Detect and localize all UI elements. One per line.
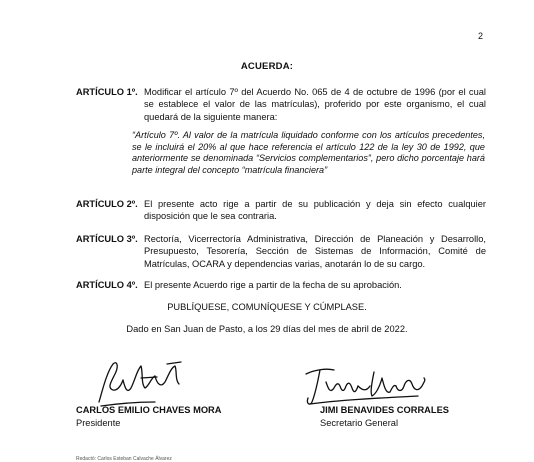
resolution-heading: ACUERDA: xyxy=(240,61,294,72)
article-2-label: ARTÍCULO 2º. xyxy=(76,199,138,209)
signatory-name: CARLOS EMILIO CHAVES MORA xyxy=(76,405,222,415)
article-3-label: ARTÍCULO 3º. xyxy=(76,234,138,244)
article-1-quote: “Artículo 7º. Al valor de la matrícula liquidado conforme con los artículos precedentes, se le incluirá el 20% al que hace referencia el artículo 122 de la ley 30 de 1992, que anteriormente se denominada “Servicios complementarios”, pero dicho porcentaje hará parte integral del concepto “matrícula financiera” xyxy=(132,130,485,175)
article-1-text: Modificar el artículo 7º del Acuerdo No. 065 de 4 de octubre de 1996 (por el cual se establece el valor de las matrículas), proferido por este organismo, el cual quedará de la siguiente manera: xyxy=(144,87,486,122)
page-number: 2 xyxy=(477,31,483,41)
article-1-label: ARTÍCULO 1º. xyxy=(76,87,138,97)
signature-block-president xyxy=(76,404,221,429)
signature-block-secretary xyxy=(320,404,449,429)
article-3-text: Rectoría, Vicerrectoría Administrativa, Dirección de Planeación y Desarrollo, Presupuesto, Tesorería, Sección de Sistemas de Información, Comité de Matrículas, OCARA y dependencias varias, anotarán lo de su cargo. xyxy=(144,234,486,269)
article-2 xyxy=(76,198,486,223)
signatory-name: JIMI BENAVIDES CORRALES xyxy=(320,405,449,415)
signatory-role: Secretario General xyxy=(320,417,399,428)
president-signature xyxy=(95,358,195,410)
article-1 xyxy=(76,86,486,123)
drafted-by-note: Redactó: Carlos Esteban Calvache Álvarez xyxy=(76,456,172,462)
article-4-label: ARTÍCULO 4º. xyxy=(76,280,138,290)
signatory-role: Presidente xyxy=(76,417,121,428)
article-2-text: El presente acto rige a partir de su publicación y deja sin efecto cualquier disposición que le sea contraria. xyxy=(144,199,486,222)
date-line: Dado en San Juan de Pasto, a los 29 días del mes de abril de 2022. xyxy=(126,324,408,334)
article-3 xyxy=(76,233,486,270)
secretary-signature xyxy=(300,364,430,408)
article-4 xyxy=(76,279,486,291)
article-4-text: El presente Acuerdo rige a partir de la fecha de su aprobación. xyxy=(144,280,402,290)
closing-formula: PUBLÍQUESE, COMUNÍQUESE Y CÚMPLASE. xyxy=(167,302,367,312)
